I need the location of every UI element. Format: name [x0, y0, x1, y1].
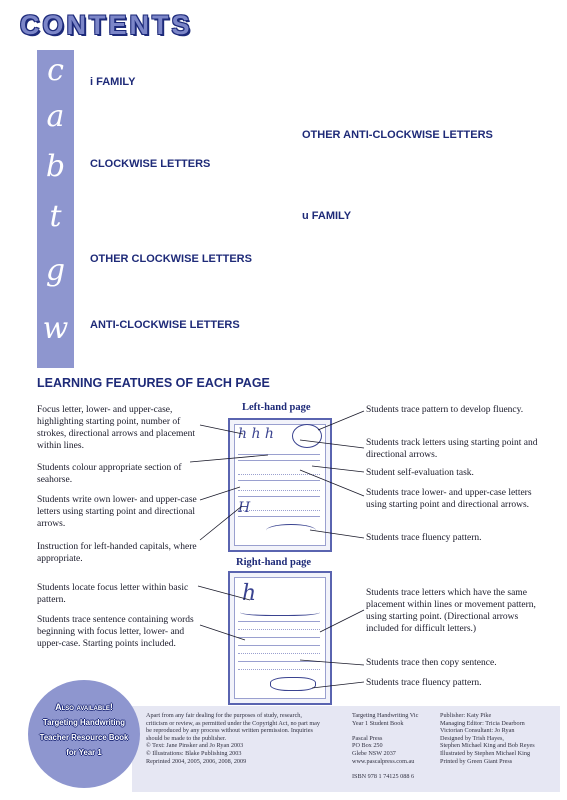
imprint-line: Victorian Consultant: Jo Ryan [440, 727, 515, 735]
seahorse-illustration [292, 424, 322, 448]
imprint-line: Targeting Handwriting Vic [352, 712, 419, 719]
section-title-u-family: u FAMILY [302, 210, 352, 222]
right-hand-page-thumbnail [228, 571, 332, 705]
imprint-line: Pascal Press [352, 734, 383, 742]
callout-fluency-left: Students trace fluency pattern. [366, 533, 482, 543]
badge-line-1: Also available! [55, 702, 113, 712]
section-title-other-anti-clockwise: OTHER ANTI-CLOCKWISE LETTERS [302, 129, 493, 141]
sidebar-letter: a [46, 99, 65, 134]
imprint-line: Managing Editor: Tricia Dearborn [440, 719, 525, 727]
left-hand-page-title: Left-hand page [242, 402, 311, 413]
badge-line-3: Teacher Resource Book [39, 733, 129, 742]
imprint-line: Reprinted 2004, 2005, 2006, 2008, 2009 [146, 757, 247, 765]
sidebar-letter: t [49, 199, 62, 234]
sidebar-letter: g [45, 253, 66, 288]
fluency-pattern [266, 524, 316, 537]
section-title-clockwise: CLOCKWISE LETTERS [90, 158, 211, 170]
callout-self-evaluation: Student self-evaluation task. [366, 468, 474, 478]
thumbnail-big-letter: H [238, 500, 251, 516]
imprint-line: Printed by Green Giant Press [440, 757, 513, 765]
callout-same-placement: Students trace letters which have the same placement within lines or movement pattern, using starting point. (Directional arrows included for difficult letters.) [366, 588, 536, 634]
callout-left-handed: Instruction for left-handed capitals, where appropriate. [37, 542, 197, 564]
imprint-line: Apart from any fair dealing for the purposes of study, research, [146, 712, 302, 719]
sidebar-letter: b [45, 149, 66, 184]
imprint-line: ISBN 978 1 74125 088 6 [352, 772, 415, 780]
callout-write-own: Students write own lower- and upper-case letters using starting point and directional arrows. [37, 495, 197, 529]
section-title-i-family: i FAMILY [90, 76, 136, 88]
callout-copy-sentence: Students trace then copy sentence. [366, 658, 497, 668]
sidebar-letter: w [42, 311, 69, 346]
imprint-copyright [146, 712, 344, 765]
imprint-line: Year 1 Student Book [352, 719, 404, 727]
imprint-line: © Illustrations: Blake Publishing 2003 [146, 749, 242, 757]
imprint-line: be reproduced by any process without written permission. Inquiries [146, 727, 313, 735]
imprint-line: Glebe NSW 2037 [352, 749, 396, 757]
section-title-other-clockwise: OTHER CLOCKWISE LETTERS [90, 253, 252, 265]
section-title-anti-clockwise: ANTI-CLOCKWISE LETTERS [90, 319, 240, 331]
badge-line-4: for Year 1 [66, 748, 102, 757]
sidebar-letter-strip [37, 50, 74, 368]
imprint-line: PO Box 250 [352, 742, 383, 750]
imprint-line: criticism or review, as permitted under the Copyright Act, no part may [146, 719, 321, 727]
imprint-line: Publisher: Katy Pike [440, 712, 492, 719]
thumbnail-focus-letters: h h h [238, 426, 274, 442]
callout-trace-lower-upper: Students trace lower- and upper-case letters using starting point and directional arrows. [366, 488, 532, 510]
callout-track-letters: Students track letters using starting point and directional arrows. [366, 438, 538, 460]
imprint-publisher [352, 712, 430, 780]
badge-line-2: Targeting Handwriting [42, 718, 126, 727]
page-title: CONTENTS [20, 10, 193, 40]
imprint-line: Illustrated by Stephen Michael King [440, 749, 531, 757]
basic-pattern [240, 607, 320, 616]
fluency-pattern [270, 677, 316, 691]
imprint-line: Stephen Michael King and Bob Reyes [440, 742, 535, 750]
callout-fluency-right: Students trace fluency pattern. [366, 678, 482, 688]
callout-trace-pattern: Students trace pattern to develop fluency. [366, 405, 524, 415]
imprint-line: © Text: Jane Pinsker and Jo Ryan 2003 [146, 742, 244, 750]
sidebar-letter: c [47, 53, 64, 88]
imprint-line: Designed by Trish Hayes, [440, 734, 504, 742]
callout-locate-focus: Students locate focus letter within basic pattern. [37, 583, 189, 605]
callout-trace-sentence: Students trace sentence containing words beginning with focus letter, lower- and upper-case. Starting points included. [37, 615, 194, 649]
callout-focus-letter: Focus letter, lower- and upper-case, highlighting starting point, number of strokes, directional arrows and placement within lines. [37, 405, 196, 451]
imprint-credits [440, 712, 558, 765]
imprint-line: should be made to the publisher. [146, 734, 227, 742]
left-hand-page-thumbnail [228, 418, 332, 552]
thumbnail-big-letter: h [242, 581, 257, 606]
callout-seahorse: Students colour appropriate section of seahorse. [37, 463, 182, 485]
right-hand-page-title: Right-hand page [236, 557, 311, 568]
learning-features-heading: LEARNING FEATURES OF EACH PAGE [37, 376, 270, 390]
imprint-line: www.pascalpress.com.au [352, 757, 415, 765]
